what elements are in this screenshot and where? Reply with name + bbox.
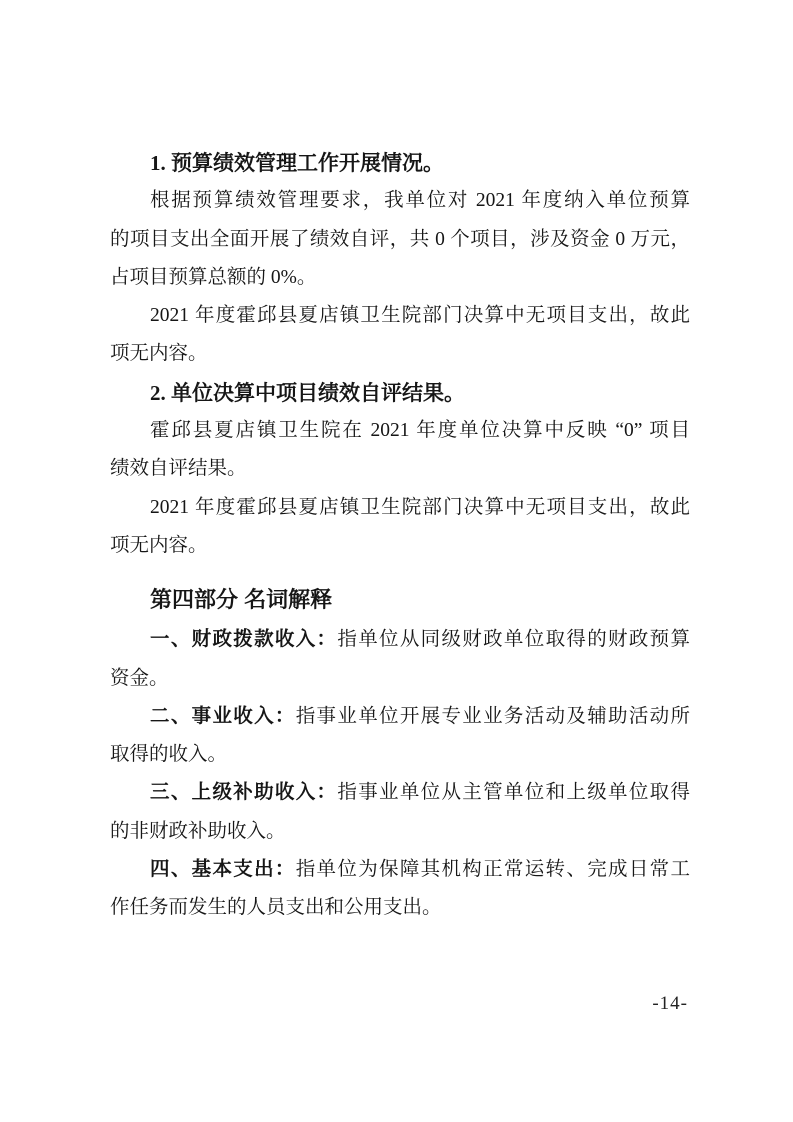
text-segment: 的非财政补助收入。 <box>110 820 286 842</box>
text-segment: 指事业单位开展专业业务活动及辅助活动所 <box>295 705 690 727</box>
body-line <box>110 259 690 297</box>
body-line <box>110 297 690 335</box>
text-segment: 的项目支出全面开展了绩效自评，共 0 个项目，涉及资金 0 万元， <box>110 228 690 250</box>
text-segment: 占项目预算总额的 0%。 <box>110 266 317 288</box>
text-segment: 绩效自评结果。 <box>110 458 247 480</box>
text-segment: 项无内容。 <box>110 343 208 365</box>
bold-text-segment: 一、财政拨款收入： <box>150 629 338 651</box>
body-line <box>110 182 690 220</box>
glossary-line <box>110 660 690 698</box>
page-number: -14- <box>652 993 688 1014</box>
text-segment: 指单位为保障其机构正常运转、完成日常工 <box>295 859 690 881</box>
heading-part-four-glossary <box>110 579 690 621</box>
glossary-line-superior-subsidy <box>110 774 690 812</box>
glossary-line <box>110 736 690 774</box>
body-line <box>110 527 690 565</box>
bold-text-segment: 三、上级补助收入： <box>150 782 338 804</box>
heading-project-self-evaluation <box>110 374 690 412</box>
glossary-line <box>110 813 690 851</box>
text-segment: 根据预算绩效管理要求，我单位对 2021 年度纳入单位预算 <box>150 190 690 212</box>
glossary-line-fiscal-appropriation <box>110 621 690 659</box>
body-line <box>110 221 690 259</box>
text-segment: 指事业单位从主管单位和上级单位取得 <box>337 782 690 804</box>
heading-budget-performance-work <box>110 144 690 182</box>
text-segment: 取得的收入。 <box>110 744 228 766</box>
text-segment: 作任务而发生的人员支出和公用支出。 <box>110 897 442 919</box>
text-segment: 霍邱县夏店镇卫生院在 2021 年度单位决算中反映 “0” 项目 <box>150 420 690 442</box>
text-segment: 指单位从同级财政单位取得的财政预算 <box>337 629 690 651</box>
body-line <box>110 412 690 450</box>
glossary-line-business-income <box>110 698 690 736</box>
text-segment: 资金。 <box>110 667 169 689</box>
bold-text-segment: 二、事业收入： <box>150 705 296 727</box>
body-line <box>110 450 690 488</box>
bold-text-segment: 第四部分 名词解释 <box>150 587 333 613</box>
bold-text-segment: 四、基本支出： <box>150 859 296 881</box>
text-segment: 2021 年度霍邱县夏店镇卫生院部门决算中无项目支出，故此 <box>150 496 690 518</box>
document-body <box>110 144 690 928</box>
text-segment: 2021 年度霍邱县夏店镇卫生院部门决算中无项目支出，故此 <box>150 305 690 327</box>
body-line <box>110 489 690 527</box>
body-line <box>110 335 690 373</box>
bold-text-segment: 1. 预算绩效管理工作开展情况。 <box>150 151 444 175</box>
bold-text-segment: 2. 单位决算中项目绩效自评结果。 <box>150 380 465 405</box>
glossary-line <box>110 889 690 927</box>
glossary-line-basic-expenditure <box>110 851 690 889</box>
text-segment: 项无内容。 <box>110 534 208 556</box>
